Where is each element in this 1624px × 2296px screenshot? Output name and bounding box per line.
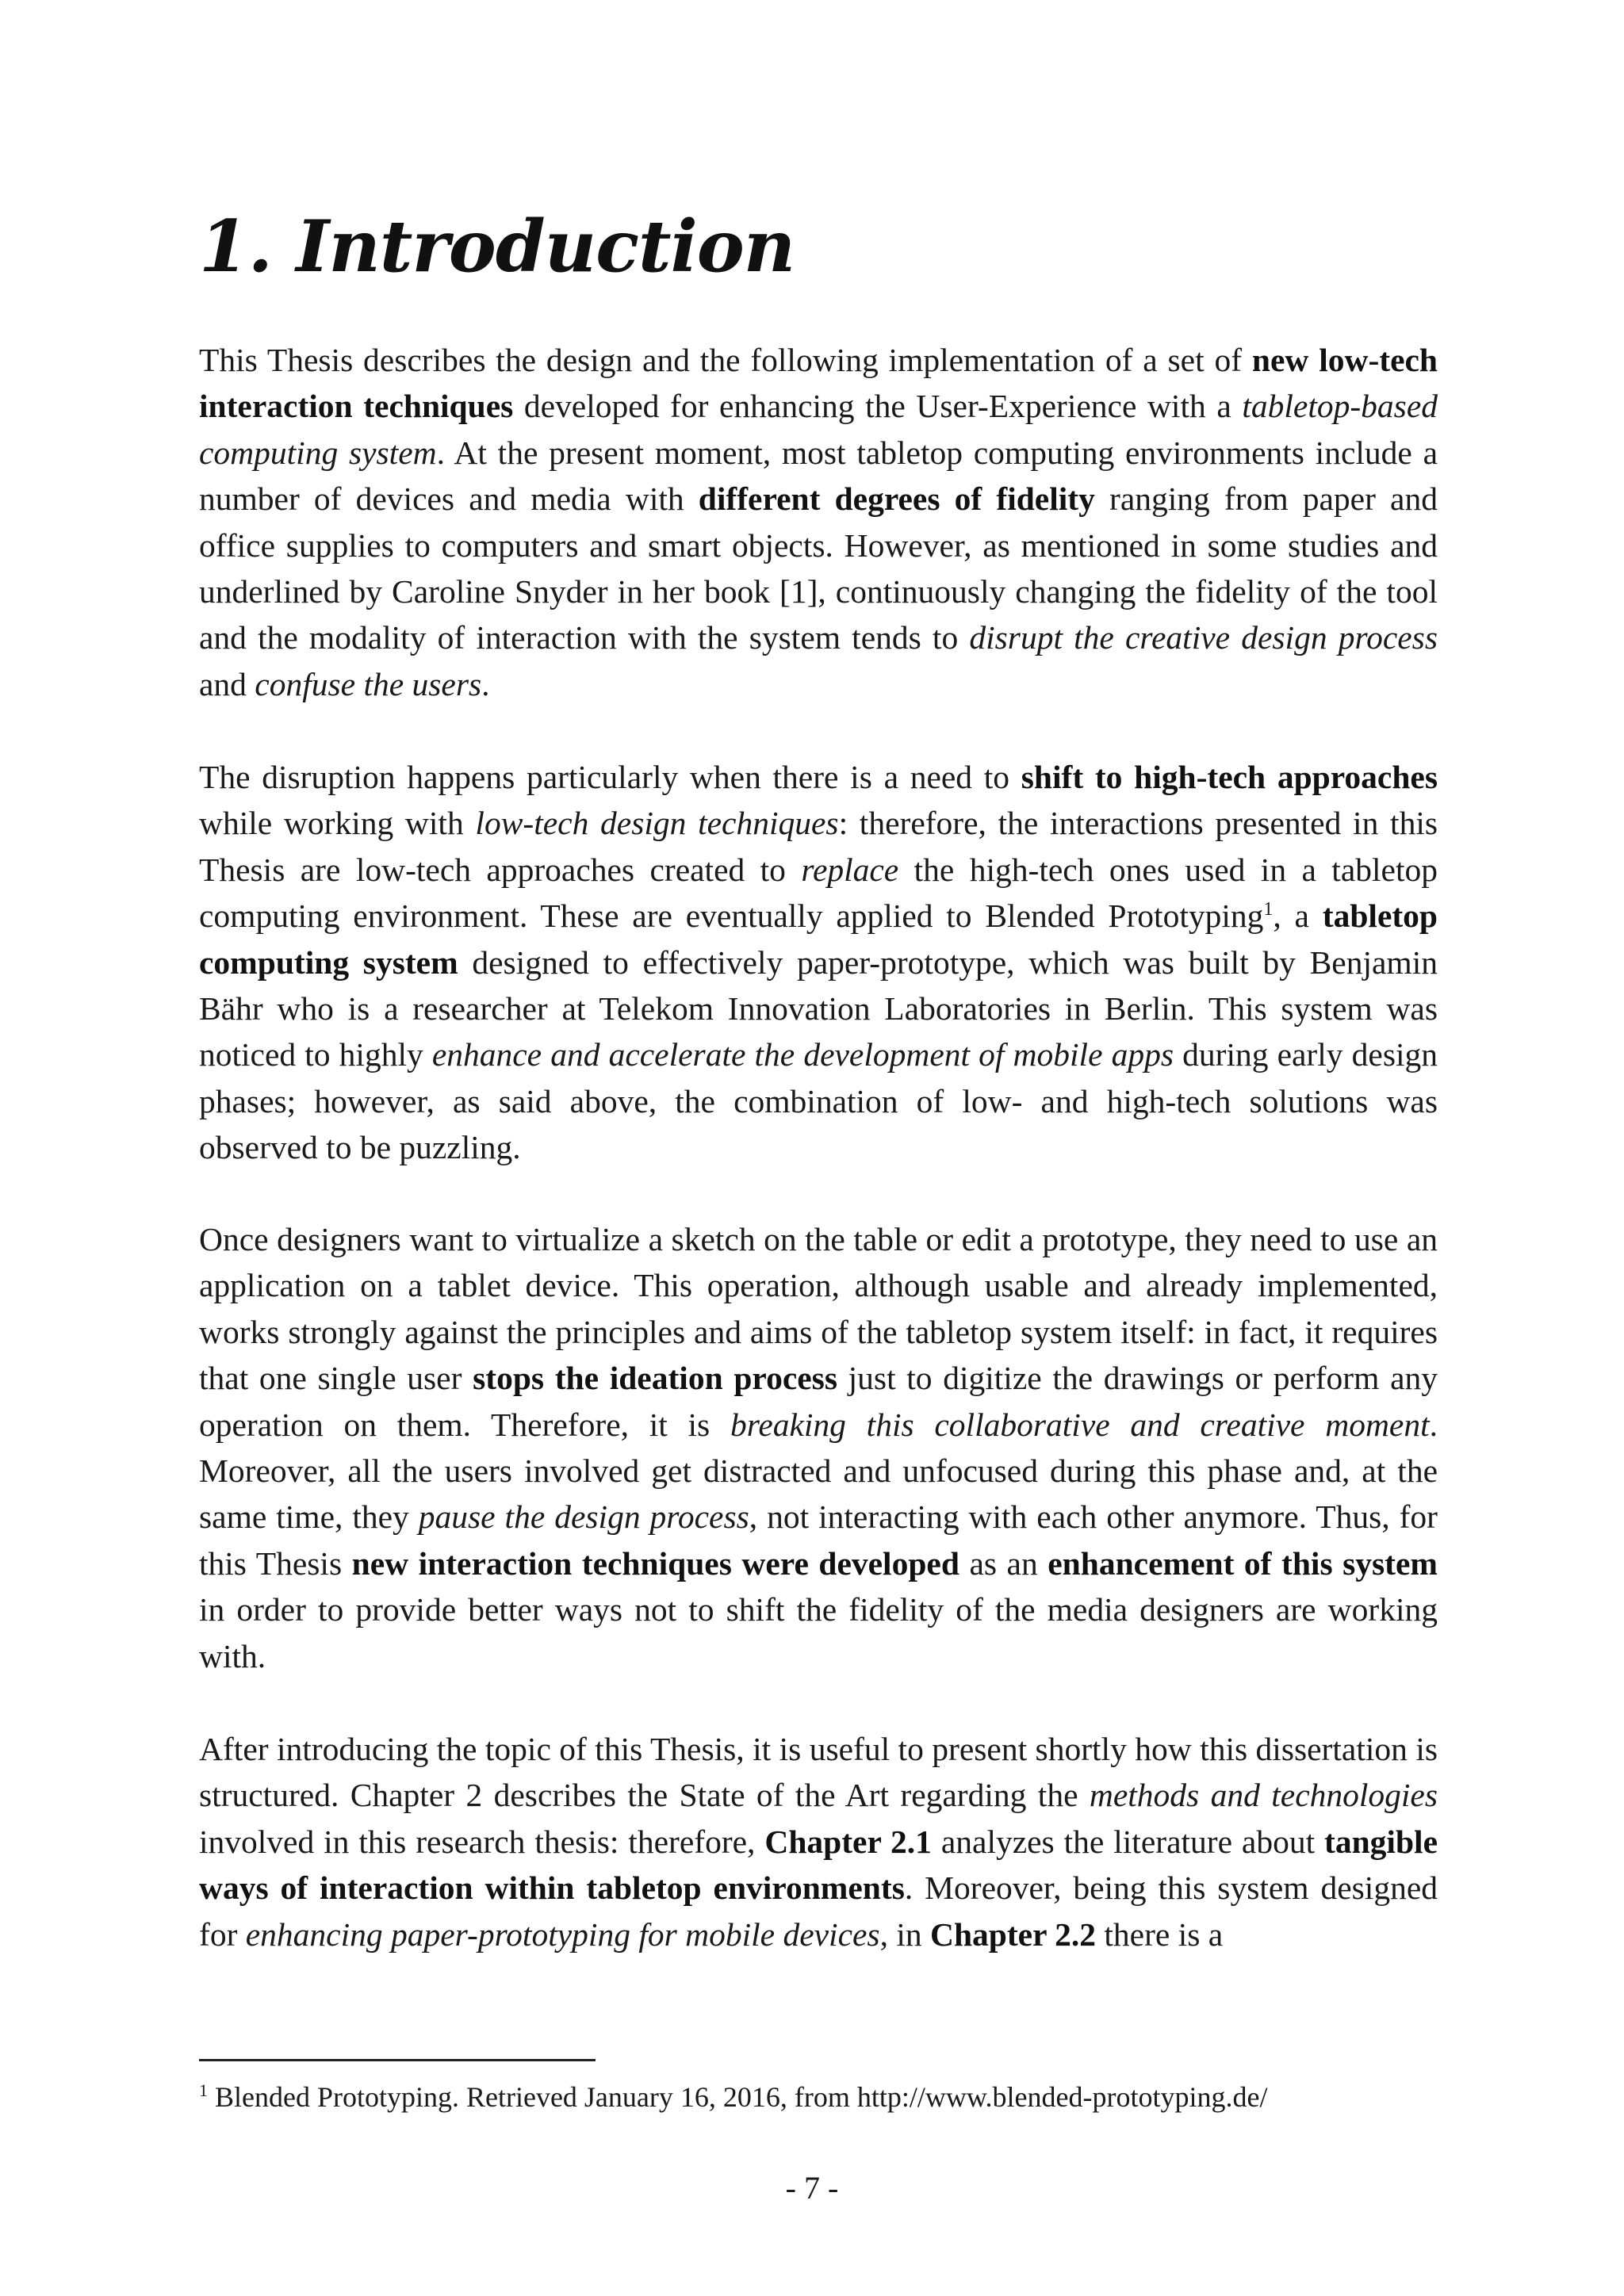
page-number: - 7 - — [785, 2170, 839, 2206]
text-run: . — [481, 665, 490, 702]
paragraph-text — [199, 1216, 1438, 1679]
text-run: while working with — [199, 805, 476, 842]
text-run: as an — [959, 1544, 1048, 1582]
italic-emphasis: low-tech design techniques — [475, 805, 839, 842]
paragraph-3 — [199, 1216, 1438, 1679]
bold-emphasis: different degrees of fidelity — [698, 480, 1095, 518]
text-run: in order to provide better ways not to shift the fidelity of the media designers are working with. — [199, 1591, 1438, 1674]
paragraph-text — [199, 754, 1438, 1171]
paragraph-1 — [199, 337, 1438, 707]
text-run: the high-tech ones used in a tabletop computing environment. These are eventually applied to Blended Prototyping — [199, 851, 1438, 935]
footnote-text: Blended Prototyping. Retrieved January 16, 2016, from http://www.blended-prototyping.de/ — [208, 2081, 1268, 2113]
chapter-heading: 1. Introduction — [199, 205, 795, 289]
text-run: designed to effectively paper-prototype, which was built by Benjamin Bähr who is a researcher at Telekom Innovation Laboratories in Berlin. This system was noticed to highly — [199, 943, 1438, 1073]
italic-emphasis: enhance and accelerate the development of mobile apps — [431, 1036, 1174, 1073]
text-run: there is a — [1096, 1915, 1224, 1953]
bold-emphasis: new interaction techniques were developed — [351, 1544, 959, 1582]
italic-emphasis: disrupt the creative design process — [969, 619, 1438, 656]
bold-emphasis: Chapter 2.1 — [764, 1823, 932, 1860]
text-run: ranging from paper and office supplies to computers and smart objects. However, as mentioned in some studies and underlined by Caroline Snyder in her book [1], continuously changing the fidelity of the tool and the modality of interaction with the system tends to — [199, 480, 1438, 656]
text-run: and — [199, 665, 255, 702]
text-run: After introducing the topic of this Thesis, it is useful to present shortly how this dissertation is structured. Chapter 2 describes the State of the Art regarding the — [199, 1731, 1438, 1814]
footnote-divider — [199, 2059, 596, 2061]
paragraph-text — [199, 337, 1438, 707]
text-run: , a — [1273, 897, 1323, 935]
bold-emphasis: new low-tech interaction techniques — [199, 342, 1438, 425]
italic-emphasis: breaking this collaborative and creative moment — [730, 1406, 1430, 1443]
text-run: This Thesis describes the design and the following implementation of a set of — [199, 342, 1252, 378]
italic-emphasis: confuse the users — [255, 665, 482, 702]
text-run: just to digitize the drawings or perform any operation on them. Therefore, it is — [199, 1360, 1438, 1443]
text-run: The disruption happens particularly when there is a need to — [199, 759, 1021, 795]
text-run: . Moreover, all the users involved get distracted and unfocused during this phase and, at the same time, they — [199, 1406, 1438, 1536]
italic-emphasis: methods and technologies — [1089, 1777, 1438, 1814]
italic-emphasis: tabletop-based computing system — [199, 388, 1438, 471]
text-run: analyzes the literature about — [931, 1823, 1325, 1860]
italic-emphasis: pause the design process — [418, 1498, 749, 1536]
footnote-marker: 1 — [199, 2080, 208, 2100]
bold-emphasis: Chapter 2.2 — [929, 1915, 1097, 1953]
footnote-reference: 1 — [1263, 899, 1274, 920]
text-run: , in — [879, 1915, 930, 1953]
paragraph-text — [199, 1726, 1438, 1957]
bold-emphasis: shift to high-tech approaches — [1021, 759, 1438, 795]
text-run: Once designers want to virtualize a sketch on the table or edit a prototype, they need to use an application on a tablet device. This operation, although usable and already implemented, works strongly against the principles and aims of the tabletop system itself: in fact, it requires that one single user — [199, 1221, 1438, 1397]
bold-emphasis: stops the ideation process — [473, 1360, 837, 1397]
italic-emphasis: enhancing paper-prototyping for mobile devices — [245, 1915, 880, 1953]
paragraph-4 — [199, 1726, 1438, 1957]
footnote — [199, 2077, 1438, 2117]
paragraph-2 — [199, 754, 1438, 1171]
italic-emphasis: replace — [801, 851, 899, 888]
bold-emphasis: enhancement of this system — [1048, 1544, 1438, 1582]
text-run: : therefore, the interactions presented in this Thesis are low-tech approaches created to — [199, 805, 1438, 888]
text-run: during early design phases; however, as said above, the combination of low- and high-tech solutions was observed to be puzzling. — [199, 1036, 1438, 1166]
bold-emphasis: tabletop computing system — [199, 897, 1438, 981]
text-run: . Moreover, being this system designed for — [199, 1869, 1438, 1953]
text-run: , not interacting with each other anymore. Thus, for this Thesis — [199, 1498, 1438, 1582]
text-run: developed for enhancing the User-Experience with a — [513, 388, 1243, 425]
text-run: . At the present moment, most tabletop computing environments include a number of devices and media with — [199, 434, 1438, 518]
bold-emphasis: tangible ways of interaction within tabletop environments — [199, 1823, 1438, 1907]
text-run: involved in this research thesis: therefore, — [199, 1823, 765, 1860]
